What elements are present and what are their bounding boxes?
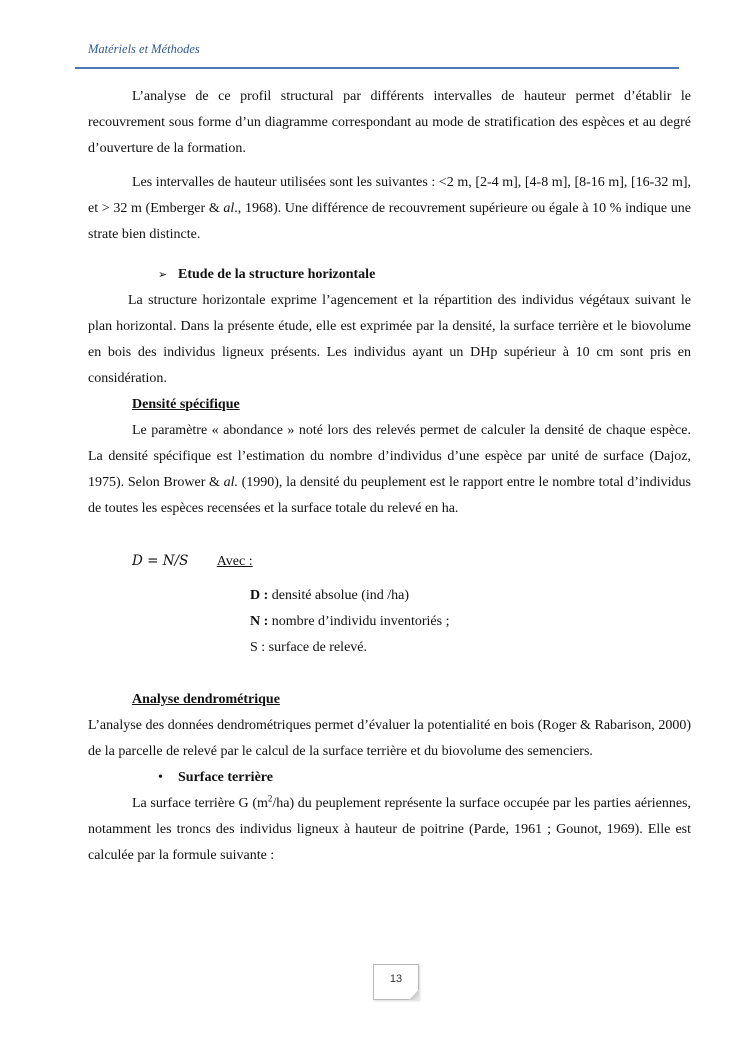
page-number-text: 13 bbox=[389, 973, 403, 985]
dot-bullet-icon: • bbox=[158, 770, 163, 785]
definition-d bbox=[250, 583, 691, 609]
definition-value: densité absolue (ind /ha) bbox=[268, 588, 410, 603]
paragraph-emphasis: al. bbox=[223, 475, 238, 490]
page-number bbox=[373, 964, 419, 1000]
avec-label: Avec : bbox=[216, 554, 253, 569]
paragraph-profil: L’analyse de ce profil structural par différents intervalles de hauteur permet d’établir le recouvrement sous forme d’un diagramme correspondant au mode de stratification des espèces et au degré d’ouverture de la formation. bbox=[88, 89, 691, 156]
heading-text: Etude de la structure horizontale bbox=[178, 267, 376, 282]
heading-text: Surface terrière bbox=[178, 770, 273, 785]
page-curl-icon bbox=[409, 990, 419, 1000]
paragraph-text: Les intervalles de hauteur utilisées sont les suivantes : <2 m, [2-4 m], [4-8 m], [8-16 m], [16-32 m], et > 32 m (Emberger & bbox=[88, 175, 691, 216]
density-formula: D = N/S bbox=[132, 553, 189, 569]
superscript: 2 bbox=[267, 793, 273, 804]
paragraph-text: /ha) du peuplement représente la surface occupée par les parties aériennes, notamment les troncs des individus ligneux à hauteur de poitrine (Parde, 1961 ; Gounot, 1969). Elle est calculée par la formule suivante : bbox=[88, 796, 691, 863]
definition-key: D : bbox=[250, 588, 269, 603]
subheading-densite: Densité spécifique bbox=[132, 397, 240, 412]
running-header: Matériels et Méthodes bbox=[88, 42, 200, 56]
paragraph-text: ., 1968). Une différence de recouvrement supérieure ou égale à 10 % indique une strate bien distincte. bbox=[88, 201, 691, 242]
section-heading-surface bbox=[158, 765, 691, 791]
paragraph-surface bbox=[88, 791, 691, 869]
page-body bbox=[88, 84, 691, 869]
paragraph-text: La surface terrière G (m bbox=[132, 796, 268, 811]
definition-value: nombre d’individu inventoriés ; bbox=[268, 614, 450, 629]
header-rule bbox=[75, 67, 679, 69]
definition-s: S : surface de relevé. bbox=[250, 640, 367, 655]
paragraph-emphasis: al bbox=[223, 201, 235, 216]
paragraph-densite bbox=[88, 418, 691, 522]
paragraph-dendro: L’analyse des données dendrométriques permet d’évaluer la potentialité en bois (Roger & Rabarison, 2000) de la parcelle de relevé par le calcul de la surface terrière et du biovolume des semenciers. bbox=[88, 718, 691, 759]
definition-key: N : bbox=[250, 614, 269, 629]
paragraph-structure: La structure horizontale exprime l’agencement et la répartition des individus végétaux suivant le plan horizontal. Dans la présente étude, elle est exprimée par la densité, la surface terrière et le biovolume en bois des individus ligneux présents. Les individus ayant un DHp supérieur à 10 cm sont pris en considération. bbox=[88, 293, 691, 386]
section-heading-horizontal bbox=[158, 262, 691, 288]
arrow-bullet-icon: ➢ bbox=[158, 269, 168, 281]
formula-row bbox=[132, 548, 691, 575]
definition-n bbox=[250, 609, 691, 635]
paragraph-text: Le paramètre « abondance » noté lors des relevés permet de calculer la densité de chaque espèce. La densité spécifique est l’estimation du nombre d’individus d’une espèce par unité de surface (Dajoz, 1975). Selon Brower & bbox=[88, 423, 691, 490]
formula-definitions bbox=[250, 583, 691, 661]
paragraph-intervalles bbox=[88, 170, 691, 248]
paragraph-text: (1990), la densité du peuplement est le rapport entre le nombre total d’individus de toutes les espèces recensées et la surface totale du relevé en ha. bbox=[88, 475, 691, 516]
subheading-dendro: Analyse dendrométrique bbox=[132, 692, 280, 707]
